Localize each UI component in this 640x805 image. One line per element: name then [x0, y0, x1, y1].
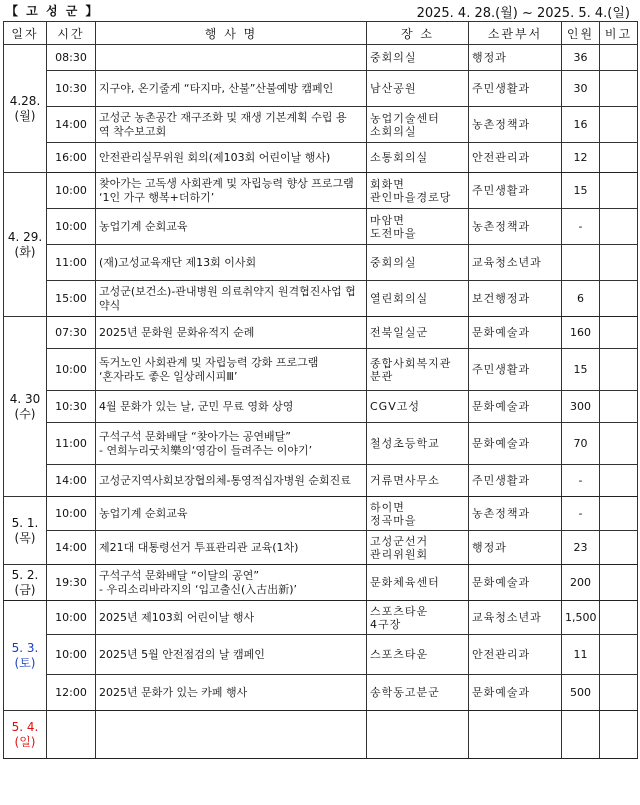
place-cell	[367, 143, 469, 173]
dept-cell: 농촌정책과	[469, 497, 562, 531]
count-cell: 6	[562, 281, 600, 317]
time-cell: 10:00	[47, 173, 96, 209]
place-line: 소회의실	[370, 124, 417, 138]
place-cell	[367, 71, 469, 107]
place-line: 소통회의실	[370, 151, 429, 164]
event-name-cell	[96, 497, 367, 531]
count-cell	[562, 711, 600, 759]
count-cell: 1,500	[562, 601, 600, 635]
dept-cell: 주민생활과	[469, 465, 562, 497]
count-cell: -	[562, 497, 600, 531]
event-name-line: ‘1인 가구 행복+더하기’	[99, 190, 215, 204]
table-row	[4, 245, 638, 281]
place-line: 도전마을	[370, 226, 417, 240]
date-line: 4. 29.	[7, 229, 43, 244]
count-cell: 500	[562, 675, 600, 711]
col-note: 비고	[600, 22, 638, 45]
page-header	[0, 0, 640, 22]
count-cell: 15	[562, 349, 600, 391]
date-cell	[4, 45, 47, 173]
table-row	[4, 675, 638, 711]
place-line: 전북일실군	[370, 326, 429, 339]
event-name-line: 구석구석 문화배달 “이달의 공연”	[99, 568, 260, 582]
table-row	[4, 601, 638, 635]
event-name-line: 2025년 문화원 문화유적지 순례	[99, 325, 255, 339]
date-line: (목)	[14, 530, 36, 545]
event-name-line: 찾아가는 고독생 사회관계 및 자립능력 향상 프로그램	[99, 176, 354, 190]
event-name-cell	[96, 391, 367, 423]
date-line: 5. 2.	[11, 567, 39, 582]
place-line: 중회의실	[370, 256, 417, 269]
table-row	[4, 423, 638, 465]
time-cell: 14:00	[47, 107, 96, 143]
place-line: 관인마을경로당	[370, 190, 452, 204]
time-cell: 07:30	[47, 317, 96, 349]
col-count: 인원	[562, 22, 600, 45]
dept-cell: 문화예술과	[469, 423, 562, 465]
col-time: 시간	[47, 22, 96, 45]
schedule-body	[4, 45, 638, 759]
count-cell	[562, 245, 600, 281]
time-cell: 14:00	[47, 531, 96, 565]
date-cell	[4, 497, 47, 565]
table-row	[4, 531, 638, 565]
note-cell	[600, 565, 638, 601]
event-name-line: - 연희누리굿치樂의‘영감이 들려주는 이야기’	[99, 443, 313, 457]
dept-cell: 행정과	[469, 531, 562, 565]
note-cell	[600, 465, 638, 497]
dept-cell: 안전관리과	[469, 635, 562, 675]
place-line: 열린회의실	[370, 292, 429, 305]
event-name-line: ‘혼자라도 좋은 일상레시피Ⅲ’	[99, 369, 238, 383]
dept-cell: 주민생활과	[469, 173, 562, 209]
event-name-cell	[96, 349, 367, 391]
place-cell	[367, 497, 469, 531]
county-title: 【 고 성 군 】	[6, 4, 100, 18]
place-line: 스포츠타운	[370, 648, 429, 661]
count-cell: -	[562, 465, 600, 497]
note-cell	[600, 423, 638, 465]
event-name-cell	[96, 635, 367, 675]
count-cell: 12	[562, 143, 600, 173]
event-name-cell	[96, 45, 367, 71]
time-cell: 15:00	[47, 281, 96, 317]
place-cell	[367, 209, 469, 245]
table-row	[4, 565, 638, 601]
count-cell: 36	[562, 45, 600, 71]
note-cell	[600, 531, 638, 565]
header-row	[4, 22, 638, 45]
place-cell	[367, 391, 469, 423]
date-line: 4. 30	[9, 391, 41, 406]
date-line: (일)	[14, 734, 36, 749]
note-cell	[600, 349, 638, 391]
place-cell	[367, 423, 469, 465]
event-name-line: 2025년 제103회 어린이날 행사	[99, 610, 255, 624]
table-row	[4, 635, 638, 675]
dept-cell: 행정과	[469, 45, 562, 71]
event-name-line: (재)고성교육재단 제13회 이사회	[99, 255, 257, 269]
note-cell	[600, 107, 638, 143]
event-name-cell	[96, 143, 367, 173]
note-cell	[600, 711, 638, 759]
count-cell: 15	[562, 173, 600, 209]
place-line: 정곡마을	[370, 513, 417, 527]
period-range: 2025. 4. 28.(월) ~ 2025. 5. 4.(일)	[416, 6, 630, 21]
col-dept: 소관부서	[469, 22, 562, 45]
dept-cell: 문화예술과	[469, 675, 562, 711]
event-name-line: 2025년 문화가 있는 카페 행사	[99, 685, 248, 699]
dept-cell: 보건행정과	[469, 281, 562, 317]
place-line: 종합사회복지관	[370, 356, 452, 370]
table-row	[4, 497, 638, 531]
dept-cell: 주민생활과	[469, 71, 562, 107]
table-row	[4, 209, 638, 245]
col-event: 행 사 명	[96, 22, 367, 45]
time-cell: 08:30	[47, 45, 96, 71]
dept-cell: 안전관리과	[469, 143, 562, 173]
note-cell	[600, 601, 638, 635]
event-name-cell	[96, 675, 367, 711]
event-name-cell	[96, 423, 367, 465]
dept-cell: 문화예술과	[469, 391, 562, 423]
note-cell	[600, 143, 638, 173]
col-place: 장 소	[367, 22, 469, 45]
place-cell	[367, 465, 469, 497]
place-line: 4구장	[370, 617, 402, 631]
place-cell	[367, 531, 469, 565]
event-name-cell	[96, 71, 367, 107]
event-name-cell	[96, 107, 367, 143]
place-line: 스포츠타운	[370, 604, 429, 618]
table-row	[4, 173, 638, 209]
dept-cell: 주민생활과	[469, 349, 562, 391]
event-name-line: 고성군지역사회보장협의체-통영적십자병원 순회진료	[99, 473, 351, 487]
time-cell: 11:00	[47, 423, 96, 465]
place-cell	[367, 635, 469, 675]
event-name-line: 4월 문화가 있는 날, 군민 무료 영화 상영	[99, 399, 294, 413]
date-cell	[4, 601, 47, 711]
date-line: (금)	[14, 582, 36, 597]
place-line: 관리위원회	[370, 547, 429, 561]
place-cell	[367, 317, 469, 349]
place-line: 송학동고분군	[370, 686, 440, 699]
time-cell: 10:00	[47, 349, 96, 391]
event-name-line: 안전관리실무위원 회의(제103회 어린이날 행사)	[99, 150, 331, 164]
event-name-cell	[96, 531, 367, 565]
time-cell: 14:00	[47, 465, 96, 497]
count-cell: 160	[562, 317, 600, 349]
event-name-cell	[96, 465, 367, 497]
place-cell	[367, 349, 469, 391]
place-line: 분관	[370, 369, 394, 383]
table-row	[4, 317, 638, 349]
note-cell	[600, 635, 638, 675]
event-name-cell	[96, 209, 367, 245]
event-name-line: 농업기계 순회교육	[99, 506, 188, 520]
time-cell: 10:30	[47, 391, 96, 423]
place-line: 거류면사무소	[370, 474, 440, 487]
table-row	[4, 349, 638, 391]
time-cell: 10:00	[47, 601, 96, 635]
count-cell: -	[562, 209, 600, 245]
date-line: 5. 4.	[11, 719, 39, 734]
date-line: (월)	[14, 108, 36, 123]
place-line: 회화면	[370, 177, 405, 191]
note-cell	[600, 45, 638, 71]
date-line: (수)	[14, 406, 36, 421]
note-cell	[600, 71, 638, 107]
event-name-line: 고성군 농촌공간 재구조화 및 재생 기본계획 수립 용	[99, 110, 347, 124]
event-name-line: 독거노인 사회관계 및 자립능력 강화 프로그램	[99, 355, 319, 369]
place-line: 고성군선거	[370, 534, 429, 548]
note-cell	[600, 245, 638, 281]
note-cell	[600, 209, 638, 245]
table-row	[4, 45, 638, 71]
dept-cell: 문화예술과	[469, 565, 562, 601]
note-cell	[600, 317, 638, 349]
table-row	[4, 71, 638, 107]
place-line: 철성초등학교	[370, 437, 440, 450]
date-cell	[4, 173, 47, 317]
place-line: 문화체육센터	[370, 576, 440, 589]
place-cell	[367, 711, 469, 759]
time-cell	[47, 711, 96, 759]
date-line: (화)	[14, 244, 36, 259]
dept-cell: 문화예술과	[469, 317, 562, 349]
time-cell: 16:00	[47, 143, 96, 173]
count-cell: 300	[562, 391, 600, 423]
count-cell: 70	[562, 423, 600, 465]
place-cell	[367, 281, 469, 317]
date-line: 4.28.	[9, 93, 41, 108]
place-cell	[367, 45, 469, 71]
dept-cell: 농촌정책과	[469, 107, 562, 143]
event-name-line: - 우리소리바라지의 ‘입고출신(入古出新)’	[99, 582, 298, 596]
time-cell: 11:00	[47, 245, 96, 281]
event-name-cell	[96, 173, 367, 209]
date-cell	[4, 317, 47, 497]
place-cell	[367, 675, 469, 711]
date-line: 5. 3.	[11, 640, 39, 655]
event-name-line: 역 착수보고회	[99, 124, 167, 138]
event-name-cell	[96, 565, 367, 601]
time-cell: 10:00	[47, 635, 96, 675]
schedule-table	[3, 21, 638, 759]
event-name-line: 구석구석 문화배달 “찾아가는 공연배달”	[99, 429, 291, 443]
place-cell	[367, 601, 469, 635]
col-date: 일자	[4, 22, 47, 45]
event-name-cell	[96, 281, 367, 317]
time-cell: 10:00	[47, 497, 96, 531]
dept-cell: 교육청소년과	[469, 601, 562, 635]
count-cell: 16	[562, 107, 600, 143]
date-line: (토)	[14, 655, 36, 670]
note-cell	[600, 391, 638, 423]
event-name-line: 2025년 5월 안전점검의 날 캠페인	[99, 647, 265, 661]
event-name-line: 지구야, 온기줄게 “타지마, 산불”산불예방 캠페인	[99, 81, 334, 95]
place-line: 마암면	[370, 213, 405, 227]
count-cell: 30	[562, 71, 600, 107]
note-cell	[600, 281, 638, 317]
date-line: 5. 1.	[11, 515, 39, 530]
count-cell: 11	[562, 635, 600, 675]
table-row	[4, 391, 638, 423]
event-name-cell	[96, 245, 367, 281]
event-name-line: 제21대 대통령선거 투표관리관 교육(1차)	[99, 540, 299, 554]
place-cell	[367, 107, 469, 143]
place-line: 농업기술센터	[370, 111, 440, 125]
count-cell: 200	[562, 565, 600, 601]
note-cell	[600, 173, 638, 209]
note-cell	[600, 675, 638, 711]
time-cell: 12:00	[47, 675, 96, 711]
date-cell	[4, 565, 47, 601]
place-line: 하이면	[370, 500, 405, 514]
time-cell: 10:30	[47, 71, 96, 107]
place-cell	[367, 565, 469, 601]
place-cell	[367, 245, 469, 281]
date-cell	[4, 711, 47, 759]
table-row	[4, 143, 638, 173]
place-line: 남산공원	[370, 82, 417, 95]
place-line: 중회의실	[370, 51, 417, 64]
event-name-line: 농업기계 순회교육	[99, 219, 188, 233]
dept-cell: 농촌정책과	[469, 209, 562, 245]
table-row	[4, 711, 638, 759]
table-row	[4, 465, 638, 497]
time-cell: 10:00	[47, 209, 96, 245]
table-row	[4, 281, 638, 317]
place-cell	[367, 173, 469, 209]
time-cell: 19:30	[47, 565, 96, 601]
table-row	[4, 107, 638, 143]
event-name-cell	[96, 601, 367, 635]
event-name-line: 고성군(보건소)-관내병원 의료취약지 원격협진사업 협약식	[99, 284, 356, 312]
note-cell	[600, 497, 638, 531]
place-line: CGV고성	[370, 400, 420, 413]
dept-cell: 교육청소년과	[469, 245, 562, 281]
count-cell: 23	[562, 531, 600, 565]
dept-cell	[469, 711, 562, 759]
event-name-cell	[96, 317, 367, 349]
event-name-cell	[96, 711, 367, 759]
